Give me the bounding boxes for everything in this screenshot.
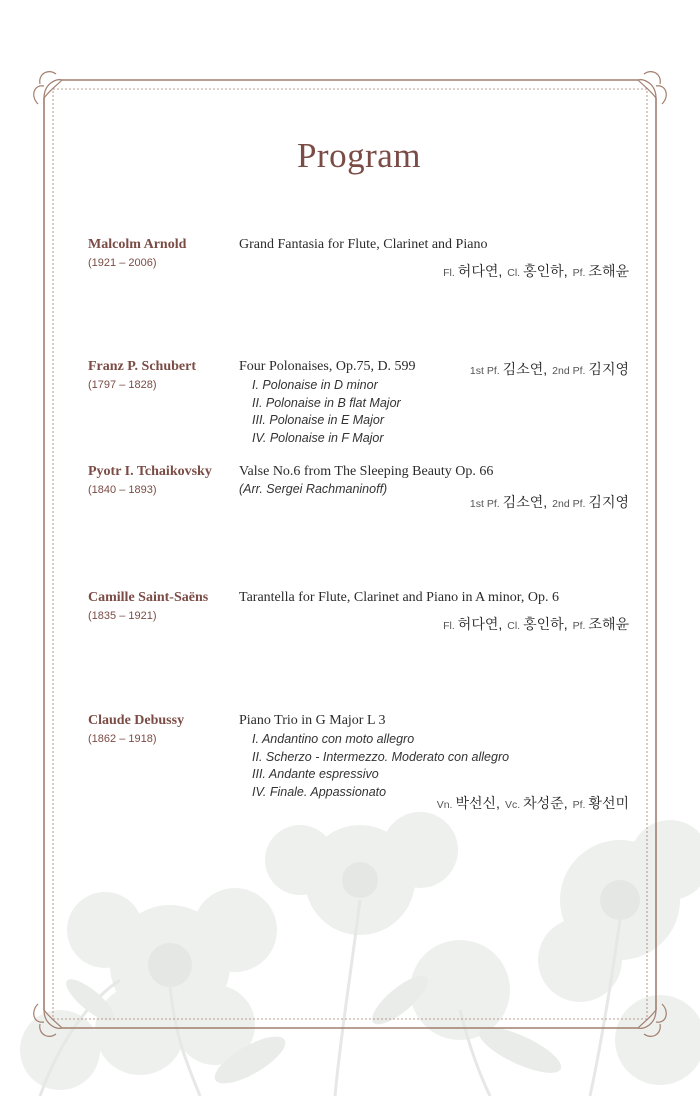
work-title: Valse No.6 from The Sleeping Beauty Op. 66: [239, 464, 494, 479]
composer-name: Camille Saint-Saëns: [88, 590, 209, 605]
performer: Vn. 박선신 ,: [436, 795, 500, 811]
composer-years: (1835 – 1921): [88, 610, 157, 622]
work-title: Grand Fantasia for Flute, Clarinet and Piano: [239, 237, 488, 252]
performer-role: 1st Pf.: [469, 498, 500, 510]
performer: Fl. 허다연 ,: [443, 263, 503, 279]
performers: [470, 359, 629, 379]
performer: Fl. 허다연 ,: [443, 616, 503, 632]
performers: [437, 793, 629, 813]
movement: IV. Polonaise in F Major: [252, 430, 384, 445]
performers: [443, 261, 629, 281]
movement-list: [252, 731, 509, 801]
performer-name: 김소연: [502, 494, 544, 510]
performer-name: 조해윤: [588, 616, 629, 632]
program-entry: [0, 237, 700, 367]
movement: IV. Finale. Appassionato: [252, 784, 387, 799]
composer-name: Pyotr I. Tchaikovsky: [88, 464, 212, 479]
performer-name: 허다연: [457, 263, 499, 279]
work-title: Tarantella for Flute, Clarinet and Piano in A minor, Op. 6: [239, 590, 560, 605]
performer: [573, 614, 629, 634]
performer: [573, 261, 629, 281]
movement: III. Andante espressivo: [252, 767, 379, 781]
performer: 1st Pf. 김소연 ,: [469, 494, 548, 510]
composer-name: Franz P. Schubert: [88, 359, 196, 374]
composer-name: Malcolm Arnold: [88, 237, 187, 252]
performer-role: Pf.: [572, 620, 586, 632]
movement-list: [252, 377, 401, 447]
performer-role: Vn.: [436, 799, 453, 811]
performer-role: Pf.: [572, 799, 586, 811]
performer-name: 조해윤: [588, 263, 629, 279]
performer-name: 박선신: [455, 795, 497, 811]
performer-name: 김지영: [588, 361, 629, 377]
performer-name: 김소연: [502, 361, 544, 377]
composer-name: Claude Debussy: [88, 713, 185, 728]
performer: [573, 793, 629, 813]
performer-role: 2nd Pf.: [552, 498, 586, 510]
movement: II. Scherzo - Intermezzo. Moderato con allegro: [252, 749, 510, 764]
composer-years: (1921 – 2006): [88, 257, 157, 269]
performer-role: Cl.: [507, 620, 521, 632]
composer-years: (1840 – 1893): [88, 484, 157, 496]
performer-role: Fl.: [443, 267, 455, 279]
work-title: Piano Trio in G Major L 3: [239, 713, 386, 728]
performer-role: Fl.: [443, 620, 455, 632]
performer: [552, 359, 629, 379]
arrangement-credit: (Arr. Sergei Rachmaninoff): [239, 482, 388, 496]
performer-name: 허다연: [457, 616, 499, 632]
performer-role: 1st Pf.: [469, 365, 500, 377]
performer-name: 차성준: [523, 795, 564, 811]
performer-role: Pf.: [572, 267, 586, 279]
performers: [470, 492, 629, 512]
program-entry: [0, 590, 700, 720]
movement: III. Polonaise in E Major: [252, 413, 385, 427]
performers: [443, 614, 629, 634]
page-title: Program: [296, 136, 422, 175]
performer: 1st Pf. 김소연 ,: [469, 361, 548, 377]
performer: Vc. 차성준 ,: [504, 795, 568, 811]
work-title: Four Polonaises, Op.75, D. 599: [239, 359, 416, 374]
program-entry: [0, 464, 700, 594]
performer-name: 홍인하: [523, 616, 564, 632]
performer: Cl. 홍인하 ,: [507, 616, 568, 632]
performer: [552, 492, 629, 512]
performer: Cl. 홍인하 ,: [507, 263, 568, 279]
performer-name: 황선미: [588, 795, 629, 811]
performer-name: 김지영: [588, 494, 629, 510]
movement: I. Polonaise in D minor: [252, 378, 378, 392]
movement: II. Polonaise in B flat Major: [252, 395, 401, 410]
performer-role: 2nd Pf.: [552, 365, 586, 377]
program-entry: [0, 713, 700, 843]
composer-years: (1797 – 1828): [88, 379, 157, 391]
performer-role: Vc.: [504, 799, 521, 811]
composer-years: (1862 – 1918): [88, 733, 157, 745]
movement: I. Andantino con moto allegro: [252, 732, 415, 746]
performer-name: 홍인하: [523, 263, 564, 279]
performer-role: Cl.: [507, 267, 521, 279]
